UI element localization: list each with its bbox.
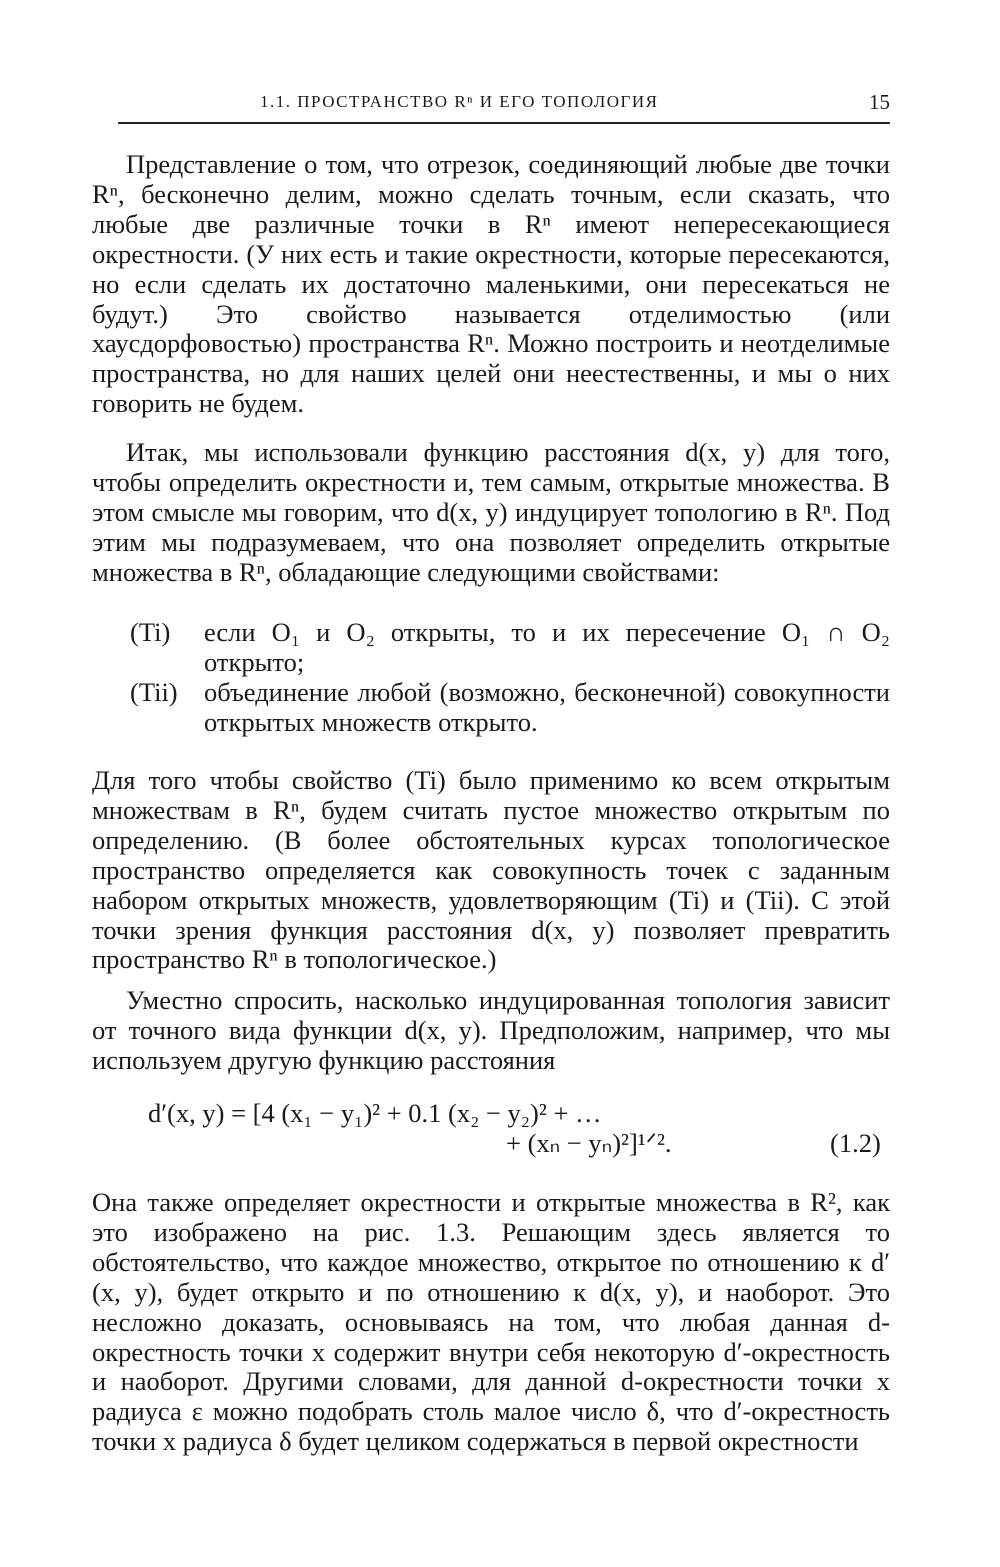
list-text: объединение любой (возможно, бесконечной) совокупности открытых множеств открыто. <box>204 677 890 737</box>
equation-line-2: + (xₙ − yₙ)²]¹ᐟ². <box>506 1128 672 1158</box>
paragraph-induced-topology: Итак, мы использовали функцию расстояния d(x, y) для того, чтобы определить окрестности и, тем самым, открытые множества. В этом смысле мы говорим, что d(x, y) индуцирует топологию в Rⁿ. Под этим мы подразумеваем, что она позволяет определить открытые множества в Rⁿ, обладающие следующими свойствами: <box>92 437 890 587</box>
page-number: 15 <box>869 90 890 114</box>
equation-number: (1.2) <box>830 1128 881 1158</box>
list-text: если O₁ и O₂ открыты, то и их пересечение O₁ ∩ O₂ открыто; <box>204 617 890 677</box>
list-item-ti <box>130 618 890 678</box>
running-title: 1.1. ПРОСТРАНСТВО Rⁿ И ЕГО ТОПОЛОГИЯ <box>260 92 659 111</box>
paragraph-separation: Представление о том, что отрезок, соединяющий любые две точки Rⁿ, бесконечно делим, можно сделать точным, если сказать, что любые две различные точки в Rⁿ имеют непересекающиеся окрестности. (У них есть и такие окрестности, которые пересекаются, но если сделать их достаточно маленькими, они пересекаться не будут.) Это свойство называется отделимостью (или хаусдорфовостью) пространства Rⁿ. Можно построить и неотделимые пространства, но для наших целей они неестественны, и мы о них говорить не будем. <box>92 149 890 419</box>
paragraph-empty-set: Для того чтобы свойство (Ti) было применимо ко всем открытым множествам в Rⁿ, будем считать пустое множество открытым по определению. (В более обстоятельных курсах топологическое пространство определяется как совокупность точек с заданным набором открытых множеств, удовлетворяющим (Ti) и (Tii). С этой точки зрения функция расстояния d(x, y) позволяет превратить пространство Rⁿ в топологическое.) <box>92 765 890 975</box>
paragraph-equivalence: Она также определяет окрестности и открытые множества в R², как это изображено на рис. 1.3. Решающим здесь является то обстоятельство, что каждое множество, открытое по отношению к d′(x, y), будет открыто и по отношению к d(x, y), и наоборот. Это несложно доказать, основываясь на том, что любая данная d-окрестность точки x содержит внутри себя некоторую d′-окрестность и наоборот. Другими словами, для данной d-окрестности точки x радиуса ε можно подобрать столь малое число δ, что d′-окрестность точки x радиуса δ будет целиком содержаться в первой окрестности <box>92 1187 890 1457</box>
equation-line-1: d′(x, y) = [4 (x₁ − y₁)² + 0.1 (x₂ − y₂)² + … <box>148 1098 602 1128</box>
list-label: (Ti) <box>130 617 171 647</box>
paragraph-question: Уместно спросить, насколько индуцированная топология зависит от точного вида функции d(x, y). Предположим, например, что мы используем другую функцию расстояния <box>92 985 890 1075</box>
running-head <box>118 92 890 124</box>
list-item-tii <box>130 678 890 738</box>
list-label: (Tii) <box>130 677 178 707</box>
